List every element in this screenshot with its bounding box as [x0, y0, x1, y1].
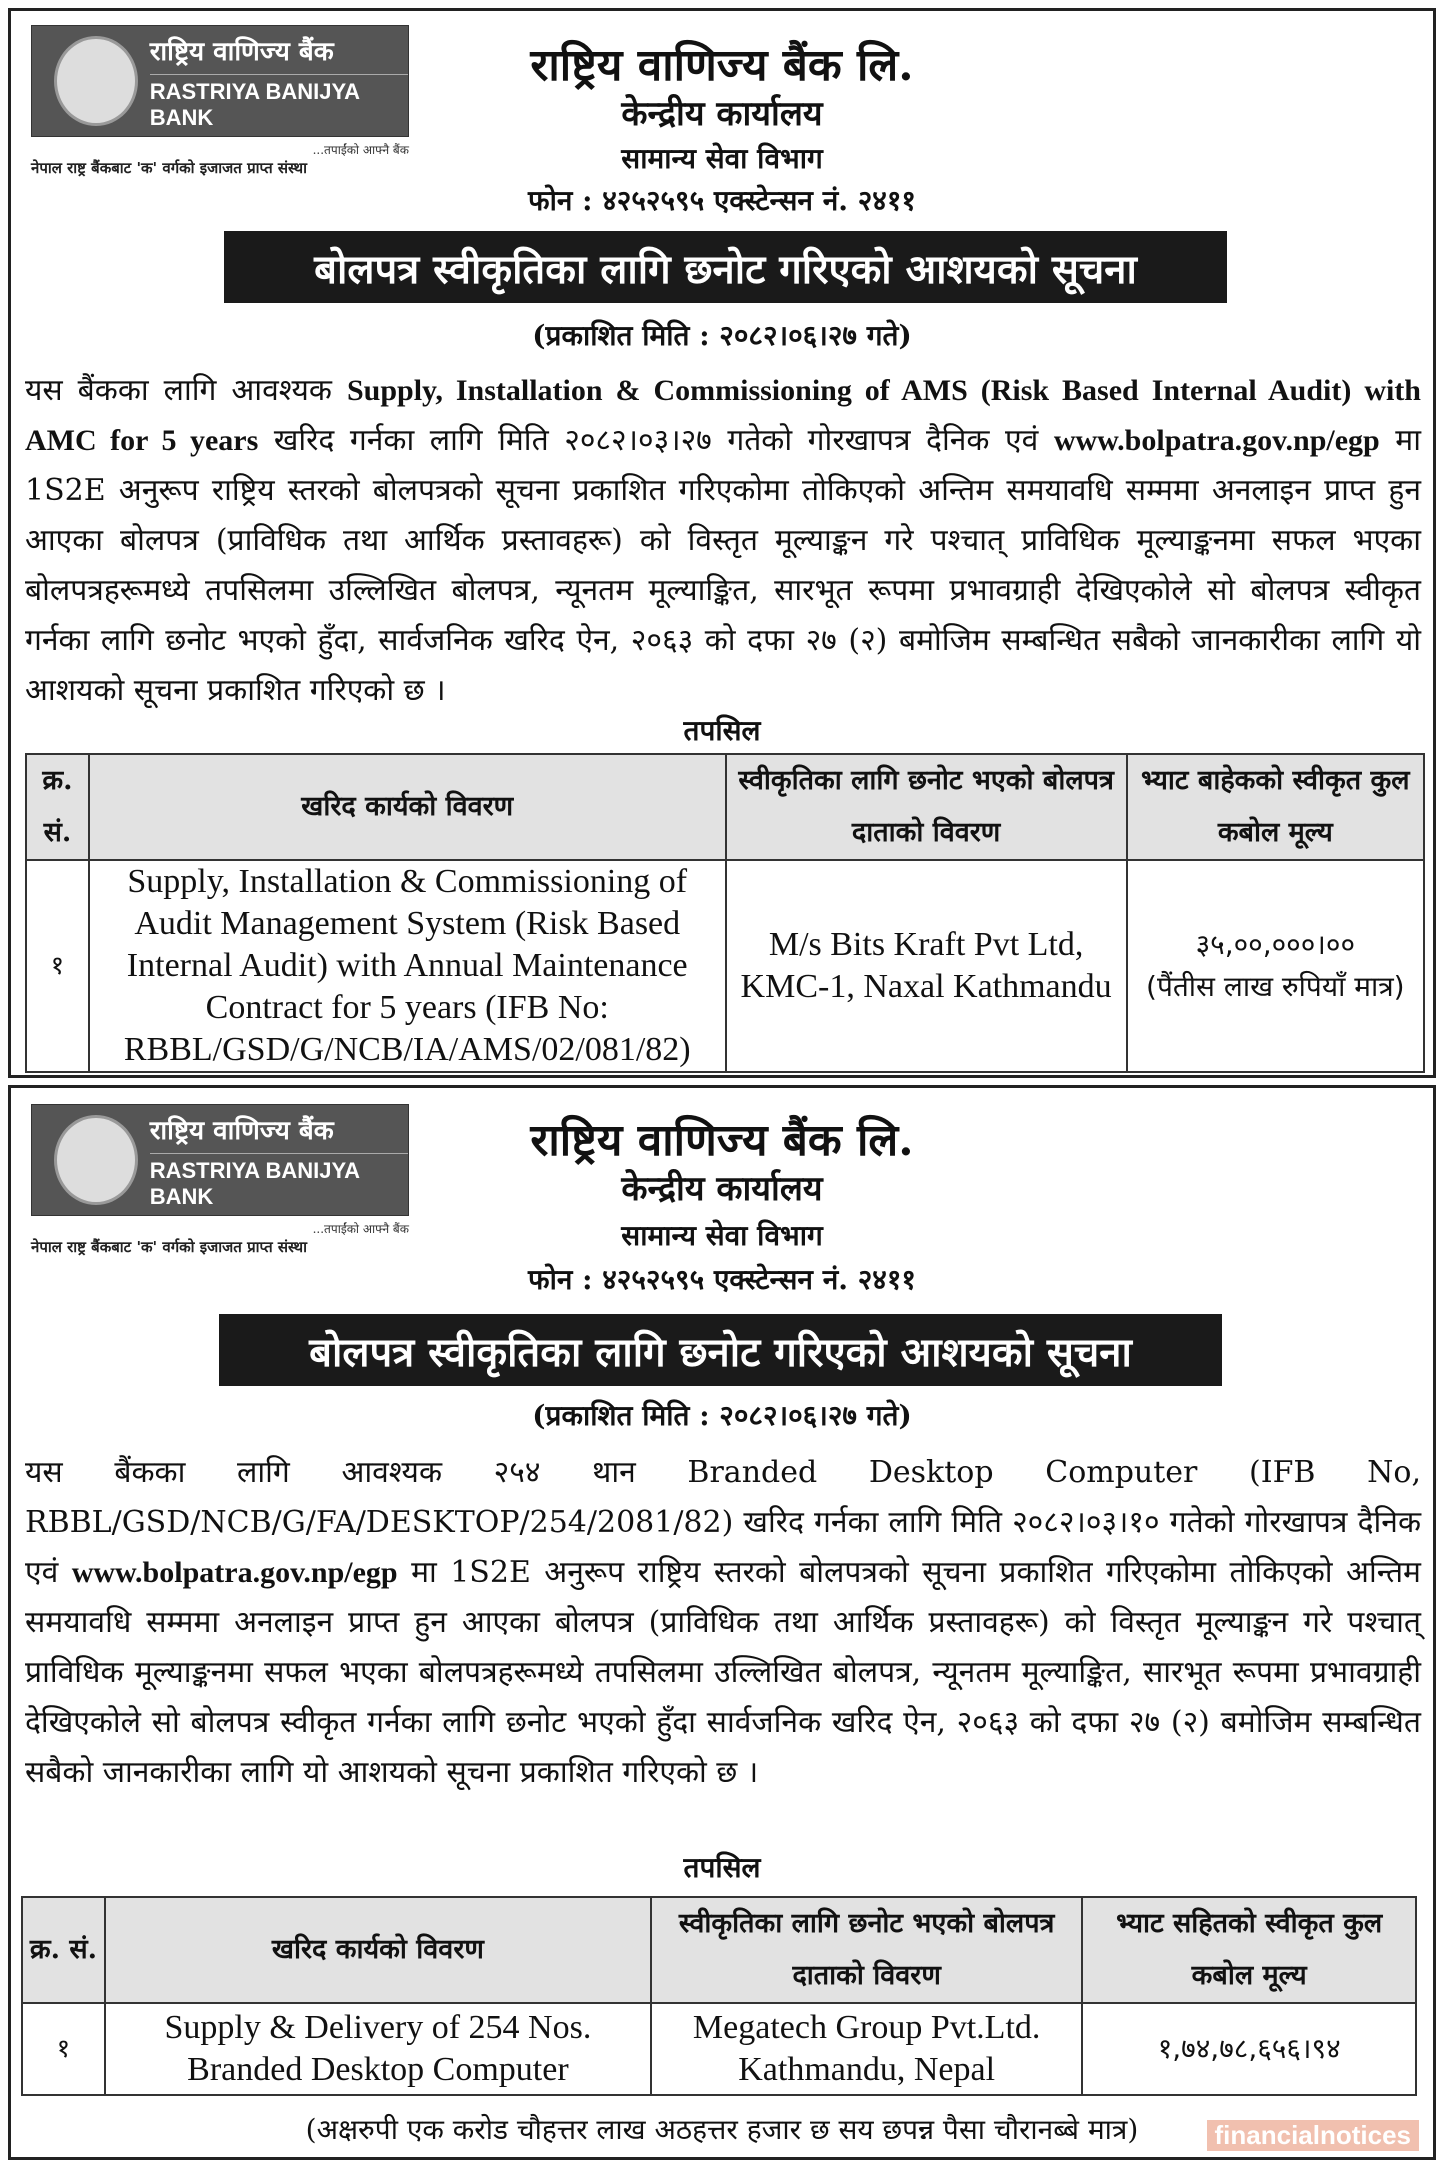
notice-banner: बोलपत्र स्वीकृतिका लागि छनोट गरिएको आशयको सूचना [224, 231, 1227, 303]
work-description: Supply, Installation & Commissioning of Audit Management System (Risk Based Internal Audit) with Annual Maintenance Contract for 5 years (IFB No: RBBL/GSD/G/NCB/IA/AMS/02/081/82) [89, 860, 726, 1072]
notice-body: यस बैंकका लागि आवश्यक २५४ थान Branded Desktop Computer (IFB No, RBBL/GSD/NCB/G/FA/DESKTOP/254/2081/82) खरिद गर्नका लागि मिति २०८२।०३।१० गतेको गोरखापत्र दैनिक एवं www.bolpatra.gov.np/egp मा 1S2E अनुरूप राष्ट्रिय स्तरको बोलपत्रको सूचना प्रकाशित गरिएकोमा तोकिएको अन्तिम समयावधि सम्ममा अनलाइन प्राप्त हुन आएका बोलपत्र (प्राविधिक तथा आर्थिक प्रस्तावहरू) को विस्तृत मूल्याङ्कन गरे पश्चात् प्राविधिक मूल्याङ्कनमा सफल भएका बोलपत्रहरूमध्ये तपसिलमा उल्लिखित बोलपत्र, न्यूनतम मूल्याङ्कित, सारभूत रूपमा प्रभावग्राही देखिएकोले सो बोलपत्र स्वीकृत गर्नका लागि छनोट भएको हुँदा सार्वजनिक खरिद ऐन, २०६३ को दफा २७ (२) बमोजिम सम्बन्धित सबैको जानकारीका लागि यो आशयको सूचना प्रकाशित गरिएको छ । [25, 1455, 1421, 1790]
schedule-table [25, 753, 1425, 1073]
notice-2 [8, 1085, 1436, 2160]
watermark: financialnotices [1207, 2120, 1420, 2151]
table-row [26, 860, 1424, 1072]
table-header-row: क्र. सं. खरिद कार्यको विवरण स्वीकृतिका लागि छनोट भएको बोलपत्र दाताको विवरण भ्याट सहितको स्वीकृत कुल कबोल मूल्य [22, 1897, 1416, 2003]
phone-line: फोन : ४२५२५९५ एक्स्टेन्सन नं. २४११ [528, 1263, 916, 1296]
bid-amount: ३५,००,०००।०० (पैंतीस लाख रुपियाँ मात्र) [1127, 860, 1424, 1072]
bidder-details: Megatech Group Pvt.Ltd. Kathmandu, Nepal [651, 2003, 1082, 2095]
office-name: केन्द्रीय कार्यालय [621, 94, 823, 134]
notice-1 [8, 8, 1436, 1078]
notice-banner: बोलपत्र स्वीकृतिका लागि छनोट गरिएको आशयको सूचना [219, 1314, 1222, 1386]
serial-number: १ [26, 860, 89, 1072]
logo-license: नेपाल राष्ट्र बैंकबाट 'क' वर्गको इजाजत प्राप्त संस्था [31, 159, 308, 177]
bank-title: राष्ट्रिय वाणिज्य बैंक लि. [530, 1115, 914, 1166]
serial-number: १ [22, 2003, 105, 2095]
table-header-row: क्र. सं. खरिद कार्यको विवरण स्वीकृतिका लागि छनोट भएको बोलपत्र दाताको विवरण भ्याट बाहेकको स्वीकृत कुल कबोल मूल्य [26, 754, 1424, 860]
notice-body: यस बैंकका लागि आवश्यक Supply, Installation & Commissioning of AMS (Risk Based Internal Audit) with AMC for 5 years खरिद गर्नका लागि मिति २०८२।०३।२७ गतेको गोरखापत्र दैनिक एवं www.bolpatra.gov.np/egp मा 1S2E अनुरूप राष्ट्रिय स्तरको बोलपत्रको सूचना प्रकाशित गरिएकोमा तोकिएको अन्तिम समयावधि सम्ममा अनलाइन प्राप्त हुन आएका बोलपत्र (प्राविधिक तथा आर्थिक प्रस्तावहरू) को विस्तृत मूल्याङ्कन गरे पश्चात् प्राविधिक मूल्याङ्कनमा सफल भएका बोलपत्रहरूमध्ये तपसिलमा उल्लिखित बोलपत्र, न्यूनतम मूल्याङ्कित, सारभूत रूपमा प्रभावग्राही देखिएकोले सो बोलपत्र स्वीकृत गर्नका लागि छनोट भएको हुँदा, सार्वजनिक खरिद ऐन, २०६३ को दफा २७ (२) बमोजिम सम्बन्धित सबैको जानकारीका लागि यो आशयको सूचना प्रकाशित गरिएको छ । [25, 373, 1421, 708]
published-date: (प्रकाशित मिति : २०८२।०६।२७ गते) [532, 1399, 912, 1432]
amount-in-words: (अक्षरुपी एक करोड चौहत्तर लाख अठहत्तर हजार छ सय छपन्न पैसा चौरानब्बे मात्र) [305, 2113, 1139, 2146]
bidder-details: M/s Bits Kraft Pvt Ltd, KMC-1, Naxal Kathmandu [726, 860, 1127, 1072]
logo-name-en: RASTRIYA BANIJYA BANK [150, 1153, 408, 1210]
schedule-table [21, 1896, 1417, 2096]
logo-name-np: राष्ट्रिय वाणिज्य बैंक [149, 1115, 334, 1146]
logo-license: नेपाल राष्ट्र बैंकबाट 'क' वर्गको इजाजत प्राप्त संस्था [31, 1238, 308, 1256]
logo-tagline: ...तपाईंको आफ्नै बैंक [312, 1222, 409, 1236]
work-description: Supply & Delivery of 254 Nos. Branded Desktop Computer [105, 2003, 651, 2095]
office-name: केन्द्रीय कार्यालय [621, 1169, 823, 1209]
department-name: सामान्य सेवा विभाग [621, 142, 823, 175]
bid-amount: १,७४,७८,६५६।९४ [1082, 2003, 1416, 2095]
schedule-heading: तपसिल [683, 714, 761, 747]
table-row [22, 2003, 1416, 2095]
logo-name-np: राष्ट्रिय वाणिज्य बैंक [149, 36, 334, 67]
logo-tagline: ...तपाईंको आफ्नै बैंक [312, 143, 409, 157]
bank-title: राष्ट्रिय वाणिज्य बैंक लि. [530, 40, 914, 91]
schedule-heading: तपसिल [683, 1851, 761, 1884]
department-name: सामान्य सेवा विभाग [621, 1219, 823, 1252]
logo-name-en: RASTRIYA BANIJYA BANK [150, 74, 408, 131]
phone-line: फोन : ४२५२५९५ एक्स्टेन्सन नं. २४११ [528, 184, 916, 217]
published-date: (प्रकाशित मिति : २०८२।०६।२७ गते) [532, 319, 912, 352]
